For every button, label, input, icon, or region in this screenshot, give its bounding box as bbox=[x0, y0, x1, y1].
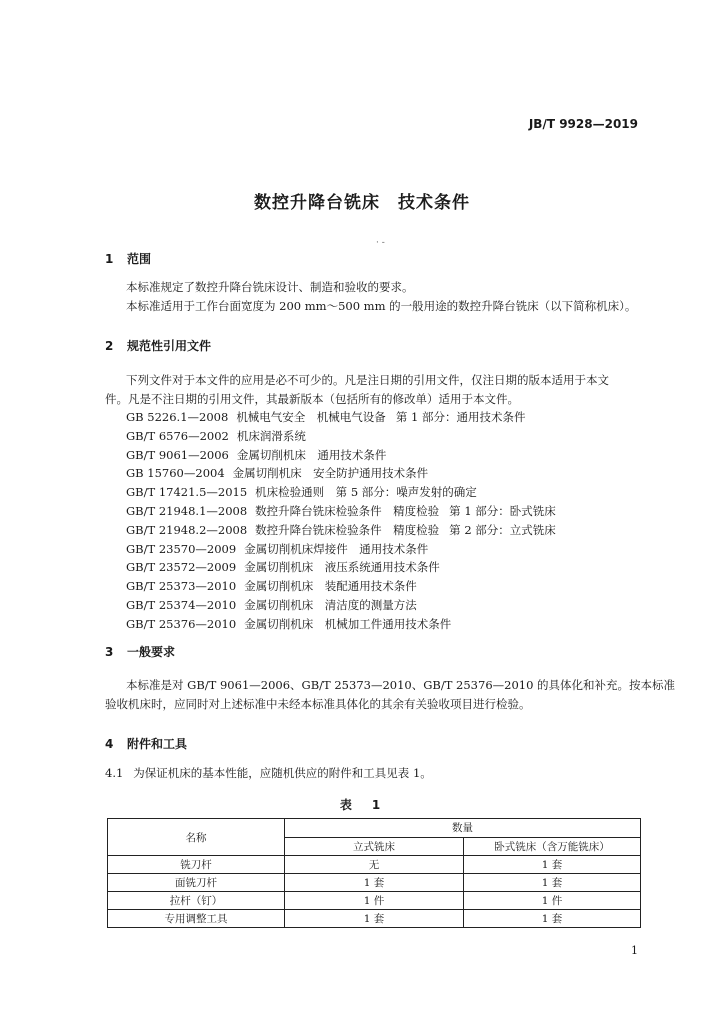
reference-item bbox=[126, 484, 487, 500]
reference-code: GB/T 21948.2—2008 bbox=[126, 522, 248, 537]
reference-code: GB 15760—2004 bbox=[126, 466, 225, 481]
cell-horizontal: 1 套 bbox=[464, 856, 641, 874]
table-caption: 表 1 bbox=[339, 798, 385, 812]
table-row bbox=[108, 874, 641, 892]
reference-code: GB 5226.1—2008 bbox=[126, 410, 229, 424]
cell-name: 铣刀杆 bbox=[108, 856, 285, 874]
header-name: 名称 bbox=[108, 819, 285, 856]
paragraph: 本标准适用于工作台面宽度为 200 mm～500 mm 的一般用途的数控升降台铣床（以下简称机床）。 bbox=[126, 299, 637, 313]
reference-code: GB/T 25374—2010 bbox=[126, 598, 237, 612]
reference-title: 金属切削机床 安全防护通用技术条件 bbox=[232, 466, 429, 481]
paragraph: 下列文件对于本文件的应用是必不可少的。凡是注日期的引用文件，仅注日期的版本适用于本文 bbox=[126, 373, 609, 387]
cell-horizontal: 1 套 bbox=[464, 874, 641, 892]
reference-item bbox=[126, 597, 427, 613]
reference-title: 机床润滑系统 bbox=[236, 428, 306, 443]
section-2-heading bbox=[105, 337, 211, 354]
cell-vertical: 无 bbox=[285, 856, 464, 874]
reference-title: 金属切削机床 机械加工件通用技术条件 bbox=[244, 616, 452, 631]
section-number: 1 bbox=[105, 252, 114, 266]
paragraph: 本标准是对 GB/T 9061—2006、GB/T 25373—2010、GB/T 25376—2010 的具体化和补充。按本标准 bbox=[126, 678, 676, 692]
reference-title: 机械电气安全 机械电气设备 bbox=[236, 410, 386, 424]
cell-horizontal: 1 套 bbox=[464, 910, 641, 928]
cell-vertical: 1 件 bbox=[285, 892, 464, 910]
section-title: 规范性引用文件 bbox=[127, 339, 212, 353]
reference-item bbox=[126, 541, 438, 557]
header-horizontal: 卧式铣床（含万能铣床） bbox=[464, 837, 641, 856]
reference-item bbox=[126, 578, 427, 594]
reference-code: GB/T 25373—2010 bbox=[126, 579, 237, 594]
paragraph: 验收机床时，应同时对上述标准中未经本标准具体化的其余有关验收项目进行检验。 bbox=[105, 697, 531, 711]
reference-item bbox=[126, 409, 525, 425]
header-vertical: 立式铣床 bbox=[285, 837, 464, 856]
table-body bbox=[108, 856, 641, 928]
section-3-heading bbox=[105, 643, 175, 660]
cell-name: 面铣刀杆 bbox=[108, 874, 285, 892]
reference-part: 第 2 部分：立式铣床 bbox=[449, 522, 556, 537]
reference-title: 金属切削机床 通用技术条件 bbox=[236, 447, 387, 462]
reference-title: 金属切削机床焊接件 通用技术条件 bbox=[244, 541, 429, 556]
page-number: 1 bbox=[631, 944, 638, 957]
table-row bbox=[108, 910, 641, 928]
reference-code: GB/T 6576—2002 bbox=[126, 428, 229, 443]
clause-4-1 bbox=[105, 764, 432, 783]
reference-code: GB/T 25376—2010 bbox=[126, 616, 237, 631]
section-number: 3 bbox=[105, 645, 114, 659]
header-quantity: 数量 bbox=[285, 819, 641, 838]
reference-item bbox=[126, 559, 450, 575]
reference-title: 数控升降台铣床检验条件 精度检验 bbox=[255, 504, 440, 518]
reference-item bbox=[126, 465, 438, 481]
reference-item bbox=[126, 522, 556, 538]
reference-code: GB/T 23570—2009 bbox=[126, 541, 237, 556]
reference-item bbox=[126, 428, 316, 444]
paragraph: 件。凡是不注日期的引用文件，其最新版本（包括所有的修改单）适用于本文件。 bbox=[105, 392, 519, 406]
clause-number: 4.1 bbox=[105, 766, 124, 780]
reference-title: 金属切削机床 装配通用技术条件 bbox=[244, 579, 417, 594]
section-title: 范围 bbox=[127, 252, 152, 266]
reference-item bbox=[126, 503, 556, 519]
section-title: 附件和工具 bbox=[127, 737, 188, 751]
section-number: 4 bbox=[105, 737, 114, 751]
reference-item bbox=[126, 447, 396, 463]
section-4-heading bbox=[105, 735, 187, 752]
reference-code: GB/T 9061—2006 bbox=[126, 447, 229, 462]
scan-mark: · - bbox=[376, 238, 385, 248]
reference-part: 第 1 部分：通用技术条件 bbox=[395, 410, 526, 424]
standard-code: JB/T 9928—2019 bbox=[528, 117, 638, 131]
reference-code: GB/T 23572—2009 bbox=[126, 560, 237, 575]
reference-title: 机床检验通则 第 5 部分：噪声发射的确定 bbox=[255, 485, 477, 500]
clause-text: 为保证机床的基本性能，应随机供应的附件和工具见表 1。 bbox=[133, 766, 432, 780]
reference-title: 金属切削机床 清洁度的测量方法 bbox=[244, 598, 417, 612]
table-row bbox=[108, 856, 641, 874]
reference-item bbox=[126, 616, 461, 632]
document-title: 数控升降台铣床 技术条件 bbox=[254, 193, 470, 213]
cell-name: 拉杆（钉） bbox=[108, 892, 285, 910]
accessories-table bbox=[107, 818, 641, 928]
reference-title: 数控升降台铣床检验条件 精度检验 bbox=[255, 522, 440, 537]
reference-part: 第 1 部分：卧式铣床 bbox=[449, 504, 556, 518]
section-number: 2 bbox=[105, 339, 114, 353]
cell-name: 专用调整工具 bbox=[108, 910, 285, 928]
cell-horizontal: 1 件 bbox=[464, 892, 641, 910]
cell-vertical: 1 套 bbox=[285, 910, 464, 928]
paragraph: 本标准规定了数控升降台铣床设计、制造和验收的要求。 bbox=[126, 280, 414, 294]
reference-code: GB/T 17421.5—2015 bbox=[126, 485, 248, 500]
section-title: 一般要求 bbox=[127, 645, 176, 659]
table-row bbox=[108, 892, 641, 910]
cell-vertical: 1 套 bbox=[285, 874, 464, 892]
reference-code: GB/T 21948.1—2008 bbox=[126, 504, 248, 518]
reference-title: 金属切削机床 液压系统通用技术条件 bbox=[244, 560, 440, 575]
section-1-heading bbox=[105, 250, 151, 267]
